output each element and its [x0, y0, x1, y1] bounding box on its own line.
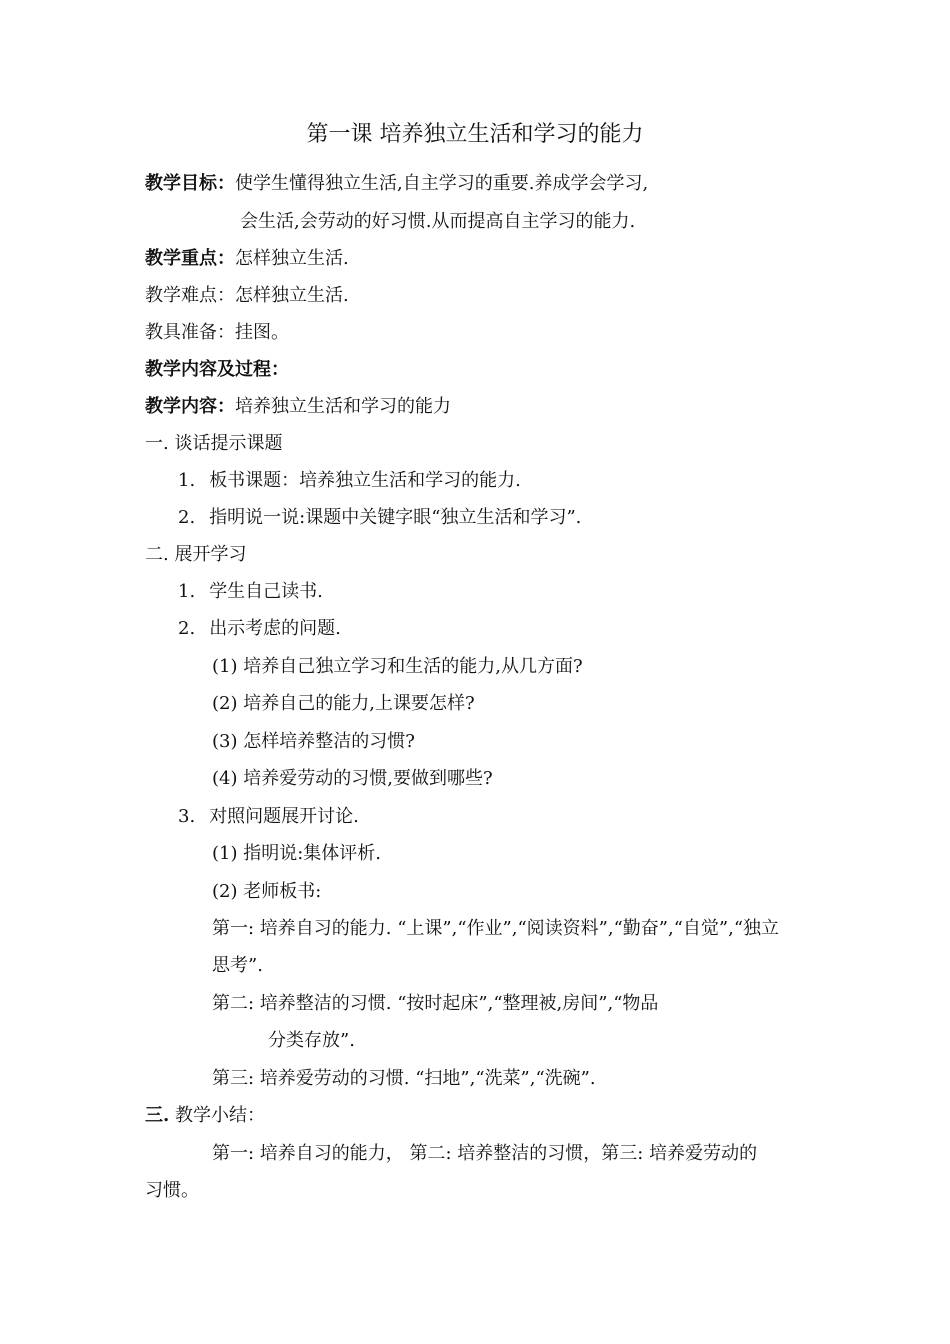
board-note-1-line-2: 思考”. — [212, 955, 263, 976]
section-2-item-3 — [178, 805, 359, 829]
summary-line-1: 第一: 培养自习的能力， 第二: 培养整洁的习惯，第三: 培养爱劳动的 — [212, 1143, 758, 1164]
objectives-line-1 — [145, 172, 648, 196]
objectives-label: 教学目标： — [145, 173, 235, 194]
board-note-2-line-1: 第二: 培养整洁的习惯. “按时起床”,“整理被,房间”,“物品 — [212, 993, 659, 1014]
item-text: 对照问题展开讨论. — [209, 806, 359, 827]
section-1-item-1 — [178, 469, 521, 493]
objectives-text-1: 使学生懂得独立生活,自主学习的重要.养成学会学习, — [235, 173, 649, 194]
board-note-2-line-2: 分类存放”. — [268, 1030, 355, 1051]
discussion-1: (1) 指明说:集体评析. — [212, 843, 382, 864]
section-3-number: 三. — [145, 1105, 170, 1126]
key-point-line — [145, 247, 349, 271]
difficulty-text: 怎样独立生活. — [235, 285, 349, 306]
difficulty-line — [145, 284, 349, 308]
materials-label: 教具准备： — [145, 322, 235, 343]
content-line — [145, 395, 451, 419]
materials-text: 挂图。 — [235, 322, 289, 343]
section-1-heading: 一. 谈话提示课题 — [145, 433, 283, 454]
key-point-label: 教学重点： — [145, 248, 235, 269]
board-note-1-line-1: 第一: 培养自习的能力. “上课”,“作业”,“阅读资料”,“勤奋”,“自觉”,“独立 — [212, 918, 780, 939]
objectives-line-2: 会生活,会劳动的好习惯.从而提高自主学习的能力. — [240, 211, 636, 232]
section-3-title: 教学小结： — [169, 1105, 266, 1126]
board-note-3: 第三: 培养爱劳动的习惯. “扫地”,“洗菜”,“洗碗”. — [212, 1068, 596, 1089]
content-label: 教学内容： — [145, 396, 235, 417]
item-text: 出示考虑的问题. — [209, 618, 341, 639]
lesson-title: 第一课 培养独立生活和学习的能力 — [306, 122, 644, 147]
difficulty-label: 教学难点： — [145, 285, 235, 306]
content-text: 培养独立生活和学习的能力 — [235, 396, 451, 417]
section-2-item-2 — [178, 617, 341, 641]
item-text: 板书课题：培养独立生活和学习的能力. — [209, 470, 521, 491]
discussion-2: (2) 老师板书: — [212, 881, 322, 902]
section-2-item-1 — [178, 580, 323, 604]
item-number: 2. — [178, 507, 196, 528]
materials-line — [145, 321, 289, 345]
section-1-item-2 — [178, 506, 581, 530]
question-2: (2) 培养自己的能力,上课要怎样? — [212, 693, 475, 714]
item-text: 指明说一说:课题中关键字眼“独立生活和学习”. — [209, 507, 582, 528]
item-number: 1. — [178, 581, 196, 602]
section-2-heading: 二. 展开学习 — [145, 544, 247, 565]
item-number: 3. — [178, 806, 196, 827]
key-point-text: 怎样独立生活. — [235, 248, 349, 269]
process-heading: 教学内容及过程： — [145, 359, 289, 380]
question-1: (1) 培养自己独立学习和生活的能力,从几方面? — [212, 656, 583, 677]
item-number: 2. — [178, 618, 196, 639]
item-number: 1. — [178, 470, 196, 491]
question-4: (4) 培养爱劳动的习惯,要做到哪些? — [212, 768, 493, 789]
question-3: (3) 怎样培养整洁的习惯? — [212, 731, 415, 752]
item-text: 学生自己读书. — [209, 581, 323, 602]
section-3-heading — [145, 1104, 265, 1128]
summary-line-2: 习惯。 — [145, 1180, 199, 1201]
